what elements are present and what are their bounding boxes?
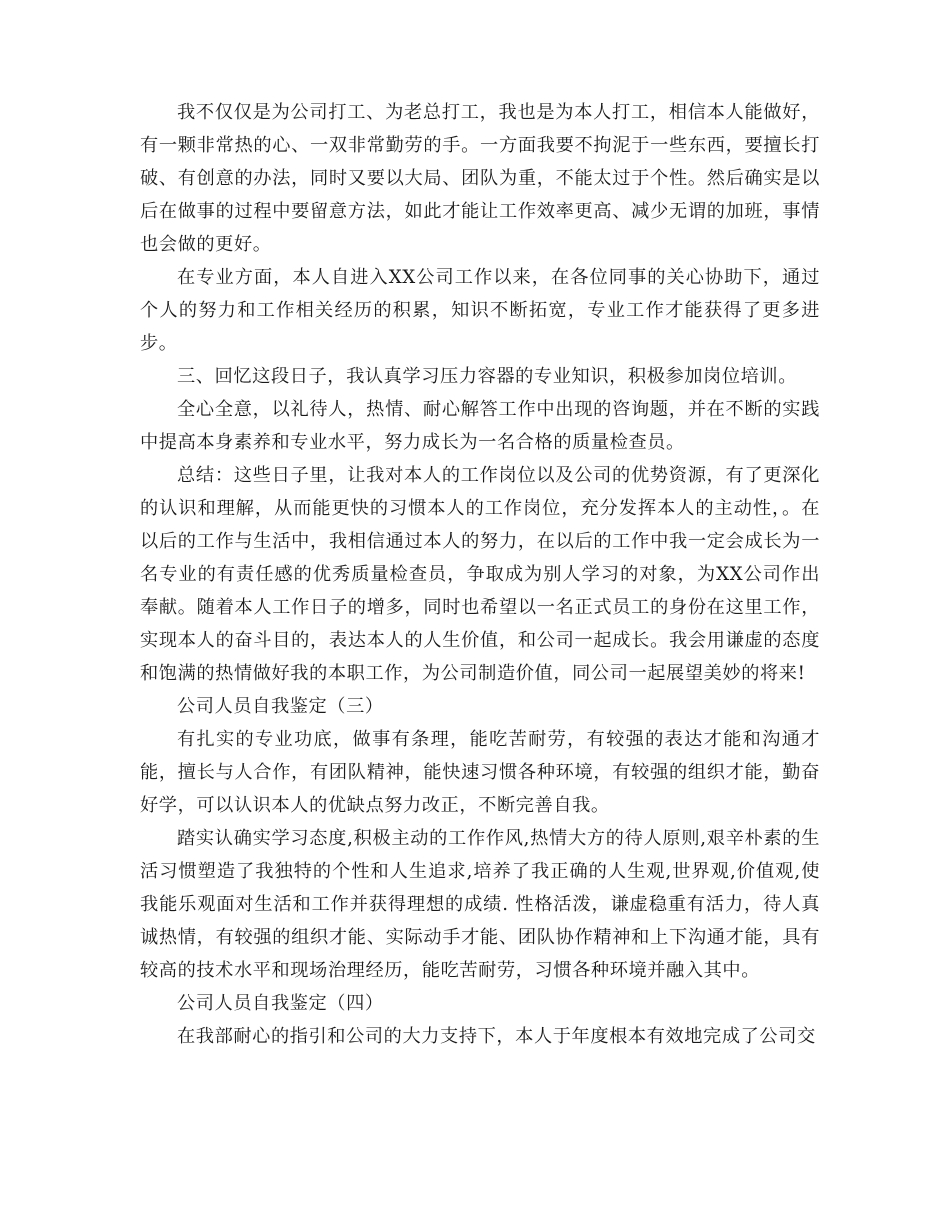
paragraph-personality: 踏实认确实学习态度,积极主动的工作作风,热情大方的待人原则,艰辛朴素的生活习惯塑造了我独特的个性和人生追求,培养了我正确的人生观,世界观,价值观,使我能乐观面对生活和工作并获得理想的成绩. 性格活泼，谦虚稳重有活力，待人真诚热情，有较强的组织才能、实际动手才能、团队协作精神和上下沟通才能，具有较高的技术水平和现场治理经历，能吃苦耐劳，习惯各种环境并融入其中。	[140, 828, 820, 981]
paragraph-guidance: 在我部耐心的指引和公司的大力支持下，本人于年度根本有效地完成了公司交	[177, 1026, 816, 1047]
paragraph-strengths: 有扎实的专业功底，做事有条理，能吃苦耐劳，有较强的表达才能和沟通才能，擅长与人合作，有团队精神，能快速习惯各种环境，有较强的组织才能，勤奋好学，可以认识本人的优缺点努力改正，不断完善自我。	[140, 729, 820, 816]
paragraph-professional-progress: 在专业方面，本人自进入XX公司工作以来，在各位同事的关心协助下，通过个人的努力和工作相关经历的积累，知识不断拓宽，专业工作才能获得了更多进步。	[140, 267, 820, 354]
paragraph-recall-training: 三、回忆这段日子，我认真学习压力容器的专业知识，积极参加岗位培训。	[177, 366, 797, 387]
section-heading-four: 公司人员自我鉴定（四）	[177, 993, 384, 1014]
paragraph-service-attitude: 全心全意，以礼待人，热情、耐心解答工作中出现的咨询题，并在不断的实践中提高本身素养和专业水平，努力成长为一名合格的质量检查员。	[140, 399, 820, 453]
paragraph-summary: 总结：这些日子里，让我对本人的工作岗位以及公司的优势资源，有了更深化的认识和理解，从而能更快的习惯本人的工作岗位，充分发挥本人的主动性，。在以后的工作与生活中，我相信通过本人的努力，在以后的工作中我一定会成长为一名专业的有责任感的优秀质量检查员，争取成为别人学习的对象，为XX公司作出奉献。随着本人工作日子的增多，同时也希望以一名正式员工的身份在这里工作，实现本人的奋斗目的，表达本人的人生价值，和公司一起成长。我会用谦虚的态度和饱满的热情做好我的本职工作，为公司制造价值，同公司一起展望美妙的将来!	[140, 465, 820, 684]
section-heading-three: 公司人员自我鉴定（三）	[177, 696, 384, 717]
paragraph-work-attitude: 我不仅仅是为公司打工、为老总打工，我也是为本人打工，相信本人能做好，有一颗非常热的心、一双非常勤劳的手。一方面我要不拘泥于一些东西，要擅长打破、有创意的办法，同时又要以大局、团队为重，不能太过于个性。然后确实是以后在做事的过程中要留意方法，如此才能让工作效率更高、减少无谓的加班，事情也会做的更好。	[140, 102, 820, 255]
document-body	[140, 96, 820, 1053]
